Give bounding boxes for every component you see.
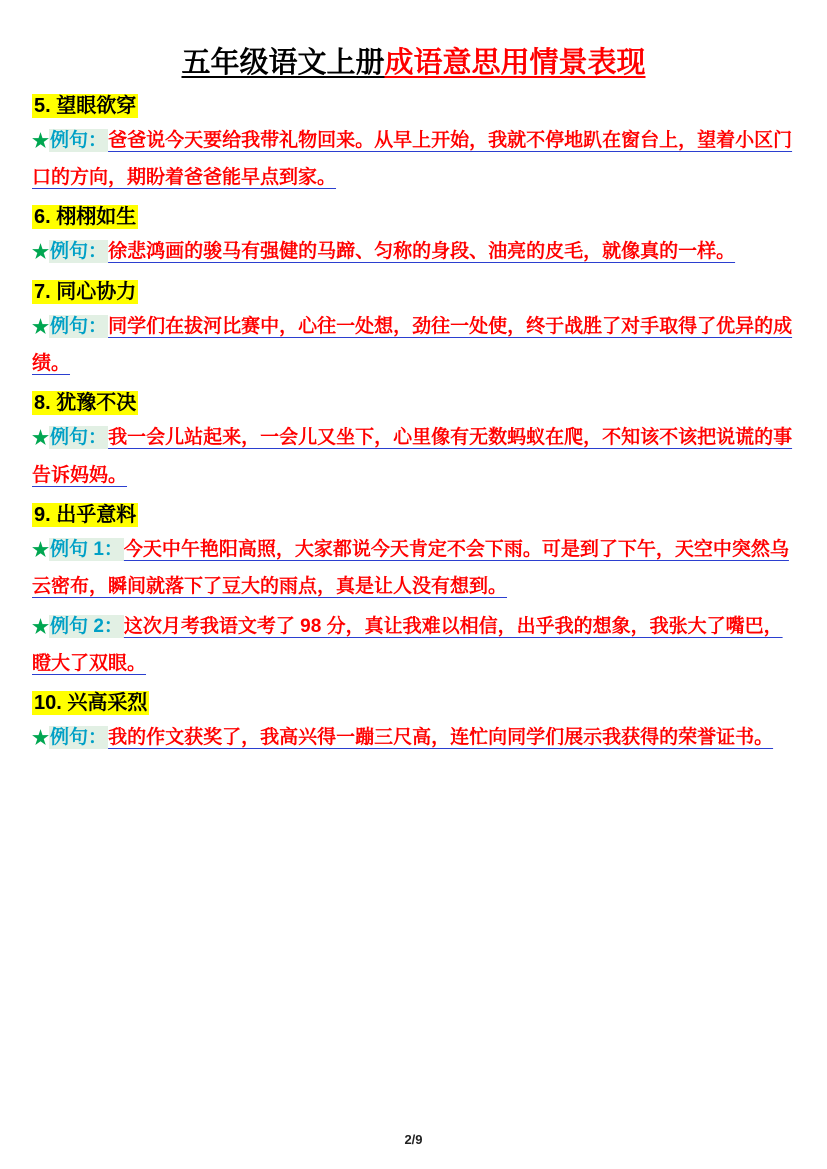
example-text: 爸爸说今天要给我带礼物回来。从早上开始，我就不停地趴在窗台上，望着小区门口的方向，期盼着爸爸能早点到家。 [32,130,793,189]
example-label: 例句： [50,727,108,749]
entry-heading [32,277,795,307]
star-icon: ★ [32,616,50,638]
page-number: 2/9 [404,1132,423,1147]
example-text: 这次月考我语文考了 98 分，真让我难以相信，出乎我的想象，我张大了嘴巴，瞪大了双眼。 [32,615,783,674]
entry-heading-text: 10. 兴高采烈 [34,692,148,715]
example-sentence [32,123,795,196]
star-icon: ★ [32,539,50,561]
example-label: 例句： [50,130,108,151]
entry-heading-text: 8. 犹豫不决 [34,392,137,415]
example-sentence [32,532,795,605]
example-sentence [32,609,795,682]
example-sentence [32,309,795,382]
example-sentence [32,234,795,271]
page-title-suffix: 成语意思用情景表现 [384,47,646,79]
example-label: 例句： [50,427,108,449]
entry-heading-text: 7. 同心协力 [34,281,137,304]
example-text: 我一会儿站起来，一会儿又坐下，心里像有无数蚂蚁在爬，不知该不该把说谎的事告诉妈妈。 [32,427,793,486]
star-icon: ★ [32,428,50,450]
page-title [32,40,795,81]
example-text: 今天中午艳阳高照，大家都说今天肯定不会下雨。可是到了下午，天空中突然乌云密布，瞬间就落下了豆大的雨点，真是让人没有想到。 [32,538,789,597]
example-sentence [32,720,795,757]
example-sentence [32,420,795,493]
star-icon: ★ [32,728,50,750]
entry-heading-text: 5. 望眼欲穿 [34,95,137,117]
entry-heading-text: 6. 栩栩如生 [34,206,137,229]
example-label: 例句 1： [50,538,123,560]
star-icon: ★ [32,242,50,264]
entry-heading-text: 9. 出乎意料 [34,503,137,526]
example-text: 我的作文获奖了，我高兴得一蹦三尺高，连忙向同学们展示我获得的荣誉证书。 [108,727,774,749]
example-label: 例句： [50,241,108,263]
entry-heading [32,500,795,530]
star-icon: ★ [32,131,50,152]
example-label: 例句： [50,316,108,338]
entry-heading [32,91,795,121]
entry-heading [32,388,795,418]
entry-heading [32,688,795,718]
example-text: 同学们在拔河比赛中，心往一处想，劲往一处使，终于战胜了对手取得了优异的成绩。 [32,316,793,375]
star-icon: ★ [32,317,50,339]
example-text: 徐悲鸿画的骏马有强健的马蹄、匀称的身段、油亮的皮毛，就像真的一样。 [108,241,736,263]
example-label: 例句 2： [50,615,123,637]
entry-heading [32,202,795,232]
page-title-prefix: 五年级语文上册 [181,47,385,79]
